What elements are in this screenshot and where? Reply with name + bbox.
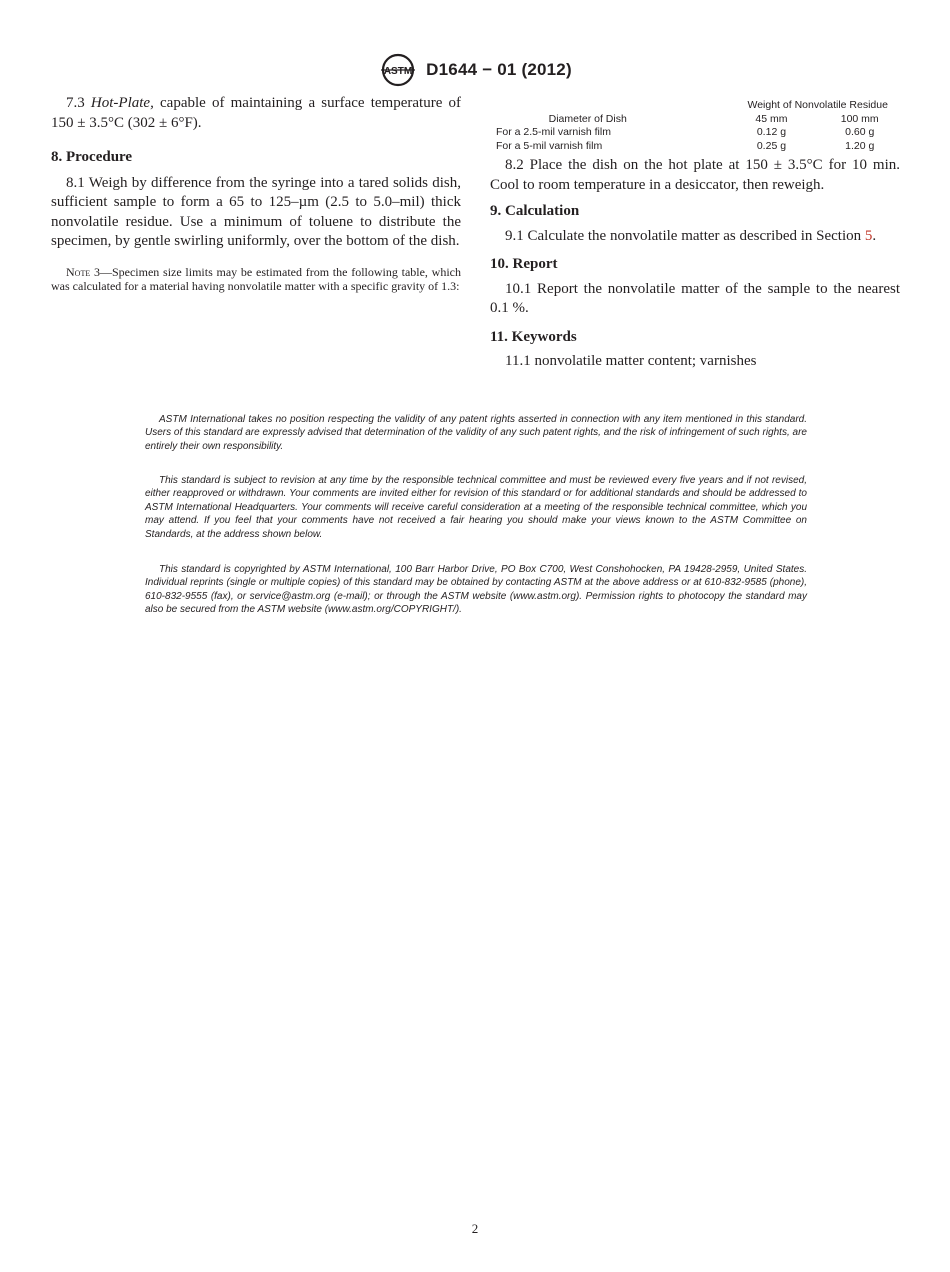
table-cell-label: For a 5-mil varnish film (496, 139, 603, 152)
table-group-header: Weight of Nonvolatile Residue (747, 99, 888, 111)
note-text: —Specimen size limits may be estimated from the following table, which was calculated for a material having nonvolatile matter with a specific gravity of 1.3: (51, 264, 461, 293)
table-cell-value: 0.60 g (845, 126, 875, 138)
left-column (51, 94, 461, 294)
heading-procedure: 8. Procedure (51, 149, 133, 165)
heading-calculation: 9. Calculation (490, 203, 580, 219)
paragraph-8-2: 8.2 Place the dish on the hot plate at 150 ± 3.5°C for 10 min. Cool to room temperature in a desiccator, then reweigh. (490, 157, 900, 193)
table-cell-label: For a 2.5-mil varnish film (496, 126, 611, 138)
table-col-100mm: 100 mm (840, 112, 879, 125)
page-header (0, 50, 950, 90)
table-row (496, 126, 906, 140)
table-group-header-row (496, 99, 906, 113)
residue-table (496, 99, 906, 153)
table-header-row (496, 113, 906, 127)
astm-logo-icon (378, 52, 418, 88)
note-3 (51, 265, 461, 294)
note-label: Note 3 (66, 264, 100, 279)
table-row (496, 140, 906, 154)
table-col-45mm: 45 mm (755, 112, 788, 125)
table-col-diameter: Diameter of Dish (548, 112, 627, 125)
heading-keywords: 11. Keywords (490, 328, 577, 345)
paragraph-9-1-text: 9.1 Calculate the nonvolatile matter as described in Section (505, 227, 862, 244)
paragraph-9-1-end: . (872, 227, 877, 244)
footer-patent-notice: ASTM International takes no position respecting the validity of any patent rights asserted in connection with any item mentioned in this standard. Users of this standard are expressly advised that determination of the validity of any such patent rights, and the risk of infringement of such rights, are entirely their own responsibility. (145, 414, 807, 452)
footer-copyright-notice: This standard is copyrighted by ASTM International, 100 Barr Harbor Drive, PO Box C700, West Conshohocken, PA 19428-2959, United States. Individual reprints (single or multiple copies) of this standard may be obtained by contacting ASTM at the above address or at 610-832-9585 (phone), 610-832-9555 (fax), or service@astm.org (e-mail); or through the ASTM website (www.astm.org). Permission rights to photocopy the standard may also be secured from the ASTM website (www.astm.org/COPYRIGHT/). (145, 564, 807, 616)
paragraph-9-1 (490, 227, 900, 247)
table-cell-value: 1.20 g (845, 139, 875, 152)
paragraph-10-1: 10.1 Report the nonvolatile matter of the sample to the nearest 0.1 %. (490, 280, 900, 316)
right-column (490, 99, 900, 372)
document-designation: D1644 − 01 (2012) (426, 60, 572, 79)
paragraph-7-3 (51, 94, 461, 133)
paragraph-11-1: 11.1 nonvolatile matter content; varnishes (505, 353, 757, 369)
footer-revision-notice: This standard is subject to revision at any time by the responsible technical committee and must be reviewed every five years and if not revised, either reapproved or withdrawn. Your comments are invited either for revision of this standard or for additional standards and should be addressed to ASTM International Headquarters. Your comments will receive careful consideration at a meeting of the responsible technical committee, which you may attend. If you feel that your comments have not received a fair hearing you should make your views known to the ASTM Committee on Standards, at the address shown below. (145, 475, 807, 540)
page-number: 2 (471, 1221, 479, 1236)
table-cell-value: 0.12 g (756, 126, 787, 138)
logo-text: ASTM (384, 66, 413, 77)
paragraph-7-3-text: capable of maintaining a surface temperature of 150 ± 3.5°C (302 ± 6°F). (51, 95, 462, 131)
term-hot-plate: Hot-Plate, (90, 95, 154, 111)
heading-report: 10. Report (490, 256, 558, 272)
section-5-link[interactable]: 5 (864, 227, 873, 244)
paragraph-8-1: 8.1 Weigh by difference from the syringe into a tared solids dish, sufficient sample to form a 65 to 125–µm (2.5 to 5.0–mil) thick nonvolatile residue. Use a minimum of toluene to distribute the specimen, by gentle swirling uniformly, over the bottom of the dish. (51, 174, 461, 249)
table-cell-value: 0.25 g (756, 139, 787, 152)
section-number-7-3: 7.3 (66, 95, 85, 111)
